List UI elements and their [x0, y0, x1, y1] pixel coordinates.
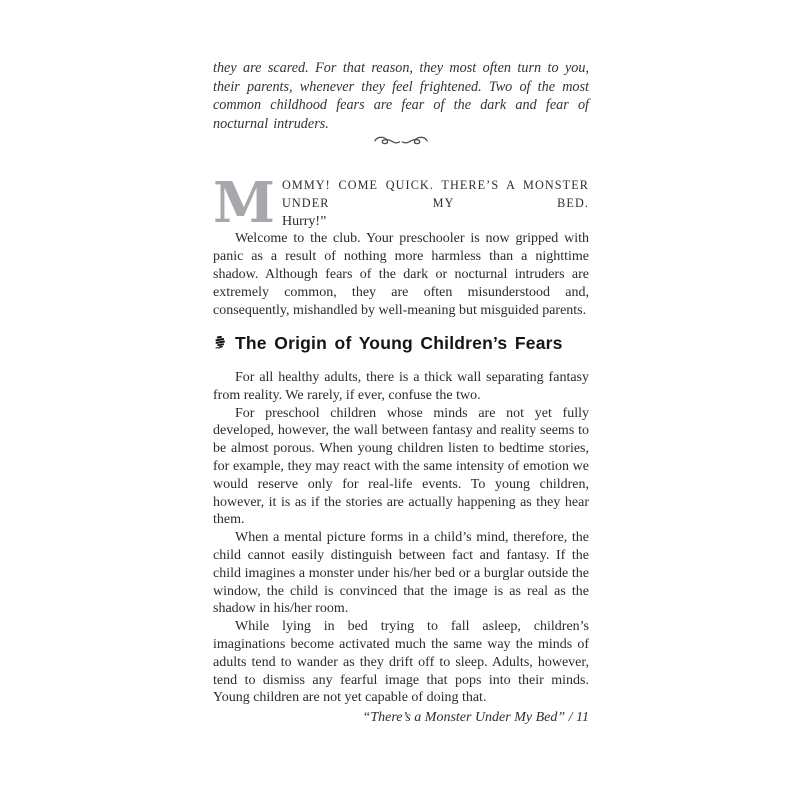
section-divider — [213, 133, 589, 152]
opening-section — [213, 170, 589, 319]
intro-italic-paragraph: they are scared. For that reason, they most often turn to you, their parents, whenever they feel frightened. Two of the most common childhood fears are fear of the dark and fear of nocturnal intruders. — [213, 60, 589, 133]
opening-line2: Hurry!” — [282, 213, 327, 229]
leaf-ornament-icon — [213, 333, 227, 354]
section-heading — [213, 333, 589, 354]
page-footer: “There’s a Monster Under My Bed” / 11 — [362, 710, 589, 725]
drop-cap-letter: M — [213, 170, 275, 236]
opening-paragraph: Welcome to the club. Your preschooler is now gripped with panic as a result of nothing more harmless than a nighttime shadow. Although fears of the dark or nocturnal intruders are extremely common, they are often misunderstood and, consequently, mishandled by well-meaning but misguided parents. — [213, 231, 589, 318]
opening-caps-line: OMMY! COME QUICK. THERE’S A MONSTER UNDER MY BED. — [282, 178, 589, 210]
body-paragraph: For preschool children whose minds are not yet fully developed, however, the wall between fantasy and reality seems to be almost porous. When young children listen to bedtime stories, for example, they may react with the same intensity of emotion we would reserve only for real-life events. To young children, however, it is as if the stories are actually happening as they hear them. — [213, 405, 589, 528]
body-paragraph: When a mental picture forms in a child’s mind, therefore, the child cannot easily distinguish between fact and fantasy. If the child imagines a monster under his/her bed or a burglar outside the window, the child is convinced that the image is as real as the shadow in his/her room. — [213, 530, 589, 617]
body-text-block — [213, 369, 589, 707]
section-heading-label: The Origin of Young Children’s Fears — [235, 333, 563, 353]
scroll-flourish-icon — [374, 133, 428, 147]
body-paragraph: While lying in bed trying to fall asleep, children’s imaginations become activated much the same way the minds of adults tend to wander as they drift off to sleep. Adults, however, tend to dismiss any fearful image that pops into their minds. Young children are not yet capable of doing that. — [213, 619, 589, 706]
body-paragraph: For all healthy adults, there is a thick wall separating fantasy from reality. We rarely, if ever, confuse the two. — [213, 370, 589, 403]
